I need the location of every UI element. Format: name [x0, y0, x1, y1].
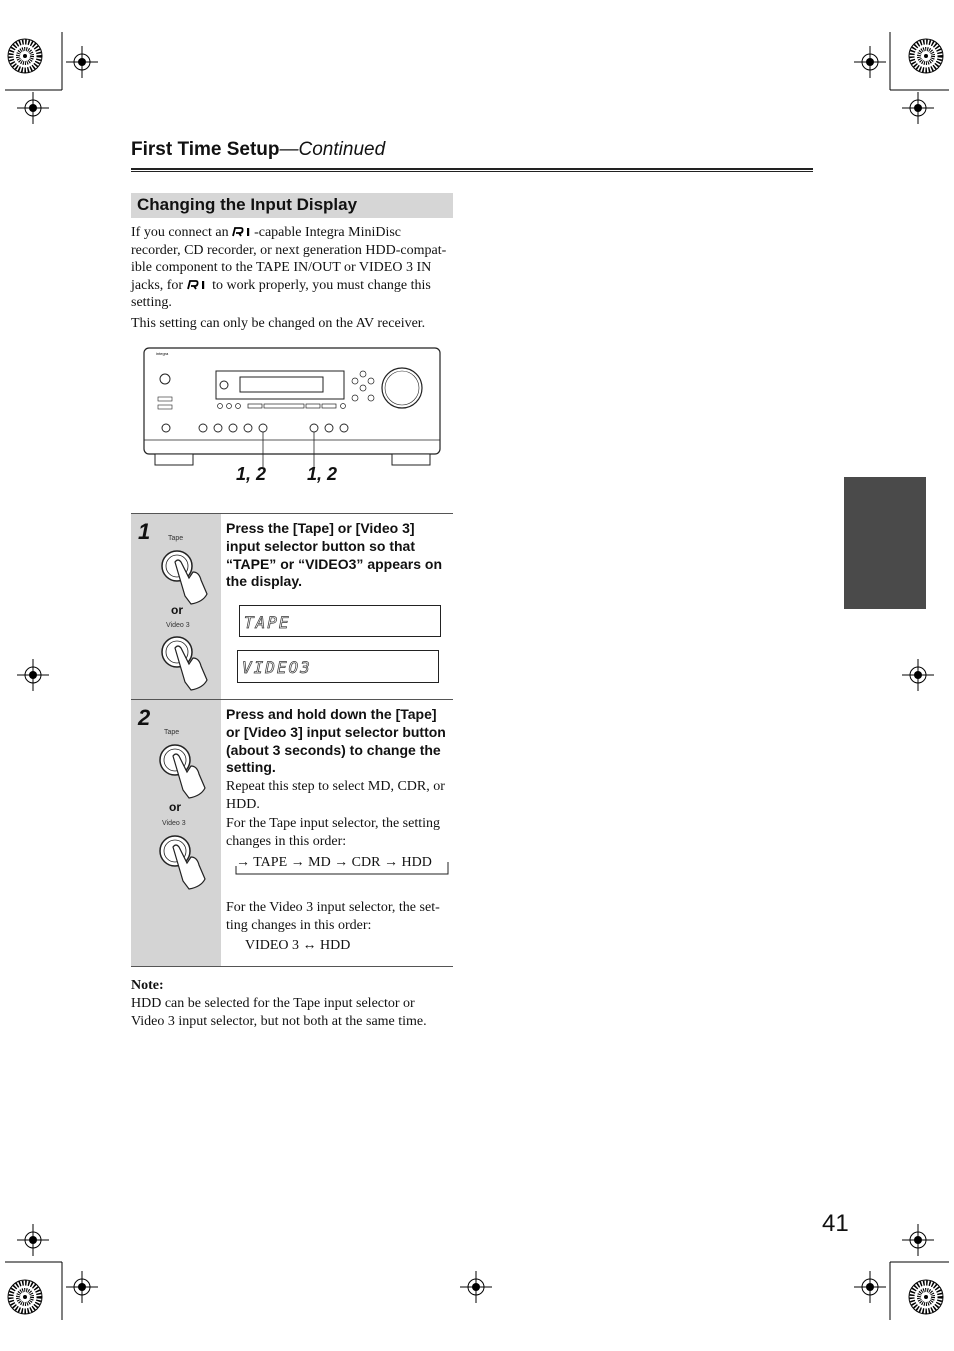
callout-label-2: 1, 2	[307, 464, 338, 484]
hand-pressing-button-icon	[159, 544, 219, 606]
intro-paragraph	[131, 224, 456, 332]
tape-button-label: Tape	[168, 535, 184, 542]
intro-line-1	[131, 224, 456, 242]
tape-cycle-text: → TAPE → MD → CDR → HDD	[236, 855, 432, 870]
callout-label-1: 1, 2	[236, 464, 267, 484]
display-video3	[237, 650, 439, 683]
header-continued: —Continued	[279, 139, 386, 160]
intro-line-4-pre: jacks, for	[131, 277, 184, 293]
section-title: Changing the Input Display	[137, 195, 358, 214]
hand-pressing-button-icon	[159, 630, 219, 692]
video3-button-label: Video 3	[162, 820, 186, 827]
page-number: 41	[822, 1210, 849, 1237]
intro-line-1-pre: If you connect an	[131, 225, 229, 240]
step-1-number: 1	[138, 519, 151, 544]
ri-logo-icon	[187, 279, 209, 290]
hand-pressing-button-icon	[157, 829, 217, 891]
page-header-title	[131, 139, 385, 161]
display-video3-text: VIDEO3	[242, 658, 312, 677]
chapter-side-tab	[844, 477, 926, 609]
tape-button-label: Tape	[164, 729, 180, 736]
intro-line-5: setting.	[131, 295, 172, 310]
video3-button-label: Video 3	[166, 622, 190, 629]
ri-logo-icon	[232, 226, 254, 237]
display-tape	[239, 605, 441, 637]
video3-cycle-text: VIDEO 3 ↔ HDD	[245, 938, 351, 953]
step-1	[131, 513, 453, 700]
cycle-return-arrow-icon	[234, 858, 456, 878]
header-rule	[131, 168, 813, 170]
note-title: Note:	[131, 978, 164, 993]
intro-line-4-post: to work properly, you must change this	[212, 277, 431, 293]
step-2-text-2: For the Tape input selector, the setting changes in this order:	[226, 816, 440, 850]
header-title-text: First Time Setup	[131, 139, 280, 160]
step-2-text-3: For the Video 3 input selector, the set-ting changes in this order:	[226, 900, 440, 934]
step-2-or: or	[169, 800, 181, 814]
hand-pressing-button-icon	[157, 738, 217, 800]
intro-line-6: This setting can only be changed on the AV receiver.	[131, 315, 426, 331]
tape-cycle-diagram	[236, 854, 454, 874]
step-2-instruction: Press and hold down the [Tape] or [Video 3] input selector button (about 3 seconds) to change the setting.	[226, 706, 446, 776]
intro-line-1-post: -capable Integra MiniDisc	[254, 225, 402, 240]
intro-line-4	[131, 277, 456, 295]
step-1-instruction: Press the [Tape] or [Video 3] input selector button so that “TAPE” or “VIDEO3” appears on the display.	[226, 520, 443, 590]
step-2-text-1: Repeat this step to select MD, CDR, or HDD.	[226, 779, 445, 813]
header-rule-thin	[131, 171, 813, 172]
note-text: HDD can be selected for the Tape input selector or Video 3 input selector, but not both at the same time.	[131, 996, 427, 1029]
intro-line-2: recorder, CD recorder, or next generation HDD-compat-	[131, 242, 447, 258]
step-2-number: 2	[138, 705, 151, 730]
display-tape-text: TAPE	[244, 613, 291, 632]
intro-line-3: ible component to the TAPE IN/OUT or VIDEO 3 IN	[131, 260, 432, 275]
step-2	[131, 699, 453, 967]
brand-logo: integra	[156, 351, 169, 356]
step-1-or: or	[171, 603, 183, 617]
receiver-front-panel-illustration	[140, 345, 445, 470]
